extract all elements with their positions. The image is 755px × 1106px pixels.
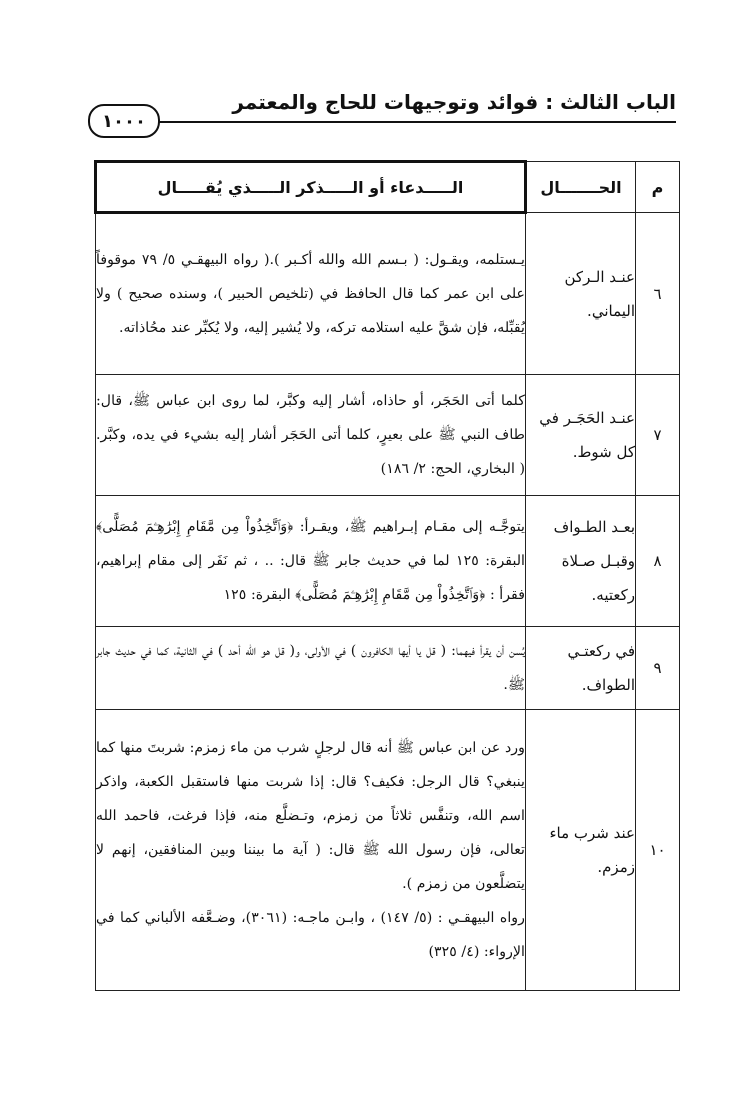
header-title: الباب الثالث : فوائد وتوجيهات للحاج والمعتمر	[232, 90, 676, 114]
row-state: بعـد الطـواف وقبـل صـلاة ركعتيه.	[526, 496, 636, 627]
row-text: كلما أتى الحَجَر، أو حاذاه، أشار إليه وكبَّر، لما روى ابن عباس ﷺ، قال: طاف النبي ﷺ على بعيرٍ، كلما أتى الحَجَر أشار إليه بشيء في يده، وكبَّر. ( البخاري، الحج: ٢/ ١٨٦)	[96, 375, 526, 496]
column-header-number: م	[636, 162, 680, 213]
table-row	[96, 375, 680, 496]
row-text: يُسن أن يقرأ فيهما: ( قل يا أيها الكافرون ) في الأولى، و( قل هو الله أحد ) في الثانية، كما في حديث جابر ﷺ.	[96, 627, 526, 710]
row-text-citation: رواه البيهقـي : (٥/ ١٤٧) ، وابـن ماجـه: (٣٠٦١)، وضـعَّفه الألباني كما في الإرواء: (٤/ ٣٢٥)	[96, 910, 526, 960]
row-state: عند شرب ماء زمزم.	[526, 710, 636, 991]
row-number: ٨	[636, 496, 680, 627]
dua-table	[94, 160, 680, 991]
column-header-state: الحـــــــال	[526, 162, 636, 213]
row-number: ٩	[636, 627, 680, 710]
table-row	[96, 496, 680, 627]
column-header-text: الـــــدعاء أو الـــــذكر الـــــذي يُقـــــال	[96, 162, 526, 213]
dua-table-container	[96, 160, 680, 991]
table-header-row	[96, 162, 680, 213]
row-text: يتوجَّـه إلى مقـام إبـراهيم ﷺ، ويقـرأ: ﴿وَٱتَّخِذُواْ مِن مَّقَامِ إِبْرَٰهِـۧمَ مُصَلًّى﴾ البقرة: ١٢٥ لما في حديث جابر ﷺ قال: .. ، ثم نَفَر إلى مقام إبراهيم، فقرأ : ﴿وَٱتَّخِذُواْ مِن مَّقَامِ إِبْرَٰهِـۧمَ مُصَلًّى﴾ البقرة: ١٢٥	[96, 496, 526, 627]
page-header	[88, 78, 676, 138]
row-number: ١٠	[636, 710, 680, 991]
row-number: ٧	[636, 375, 680, 496]
table-row	[96, 710, 680, 991]
header-rule	[148, 121, 676, 123]
row-text-main: ورد عن ابن عباس ﷺ أنه قال لرجلٍ شرب من ماء زمزم: شربتَ منها كما ينبغي؟ قال الرجل: فكيف؟ قال: إذا شربت منها فاستقبل الكعبة، واذكر اسم الله، وتنفَّس ثلاثاً من زمزم، وتـضلَّع منه، فإذا فرغت، فاحمد الله تعالى، فإن رسول الله ﷺ قال: ( آية ما بيننا وبين المنافقين، إنهم لا يتضلَّعون من زمزم ).	[96, 740, 525, 892]
row-number: ٦	[636, 213, 680, 375]
row-state: في ركعتـي الطواف.	[526, 627, 636, 710]
row-state: عنـد الـركن اليماني.	[526, 213, 636, 375]
page-number: ١٠٠٠	[88, 104, 160, 138]
row-state: عنـد الحَجَـر في كل شوط.	[526, 375, 636, 496]
row-text	[96, 710, 526, 991]
row-text: يـستلمه، ويقـول: ( بـسم الله والله أكـبر ).( رواه البيهقـي ٥/ ٧٩ موقوفاً على ابن عمر كما قال الحافظ في (تلخيص الحبير )، وسنده صحيح ) ولا يُقبِّله، فإن شقَّ عليه استلامه تركه، ولا يُشير إليه، ولا يُكبِّر عند محُاذاته.	[96, 213, 526, 375]
table-row	[96, 627, 680, 710]
table-row	[96, 213, 680, 375]
